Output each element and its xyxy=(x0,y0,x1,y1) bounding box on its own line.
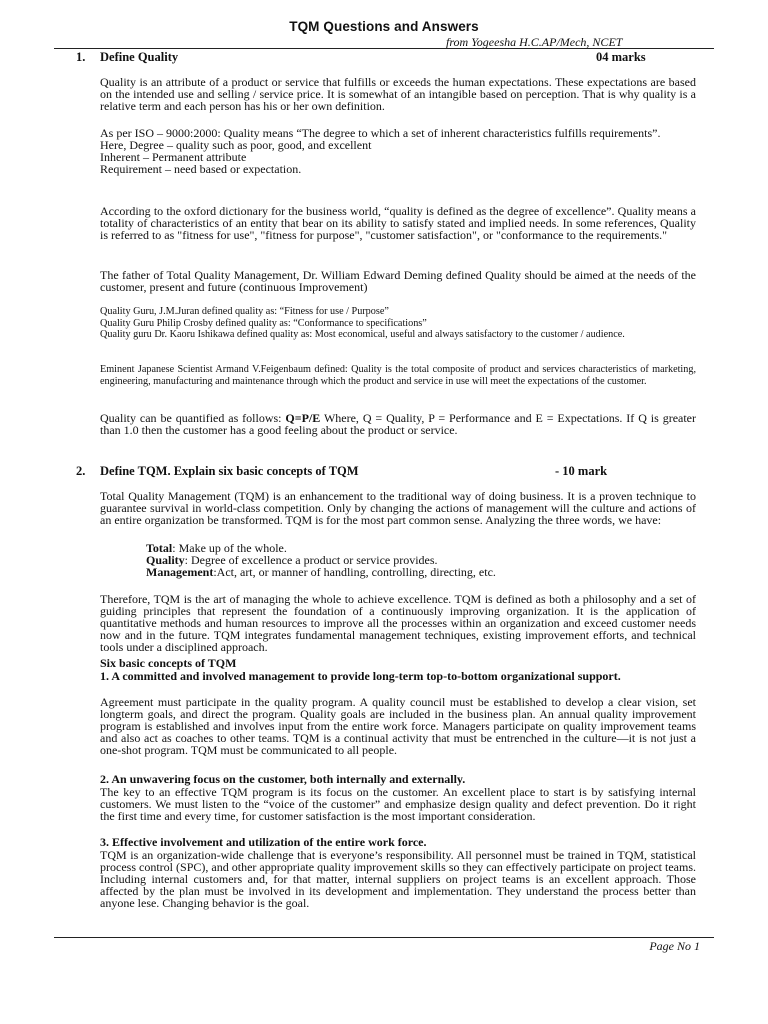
concept-3-heading: 3. Effective involvement and utilization of the entire work force. xyxy=(100,835,427,849)
question-2-marks: - 10 mark xyxy=(555,464,608,478)
total-meaning: : Make up of the whole. xyxy=(172,541,287,555)
tqm-intro-paragraph: Total Quality Management (TQM) is an enhancement to the traditional way of doing business. It is a proven technique to guarantee survival in world-class competition. Only by changing the actions of management will the culture and actions of an entire organization be transformed. TQM is for the most part common sense. Analyzing the three words, we have: xyxy=(100,489,696,527)
six-concepts-heading: Six basic concepts of TQM xyxy=(100,656,237,670)
management-definition xyxy=(146,566,686,578)
quality-formula: Q=P/E xyxy=(285,411,321,425)
tqm-definition-paragraph: Therefore, TQM is the art of managing the whole to achieve excellence. TQM is defined as both a philosophy and a set of guiding principles that represent the foundation of a continuously improving organization. It is the application of quantitative methods and human resources to improve all the processes within an organization and exceed customer needs now and in the future. TQM integrates fundamental management techniques, existing improvement efforts, and technical tools under a disciplined approach. xyxy=(100,592,696,654)
oxford-definition-paragraph: According to the oxford dictionary for the business world, “quality is defined as the degree of excellence”. Quality means a totality of characteristics of an entity that bear on its ability to satisfy stated and implied needs. In some references, Quality is referred to as "fitness for use", "fitness for purpose", "customer satisfaction", or "conformance to the requirements." xyxy=(100,204,696,242)
question-2-number: 2. xyxy=(76,464,86,478)
question-2-title: Define TQM. Explain six basic concepts of TQM xyxy=(100,464,359,478)
concept-1-heading: 1. A committed and involved management to provide long-term top-to-bottom organizational support. xyxy=(100,669,621,683)
tqm-terms-block xyxy=(146,542,686,578)
concept-3-text: TQM is an organization-wide challenge that is everyone’s responsibility. All personnel must be trained in TQM, statistical process control (SPC), and other appropriate quality improvement skills so they can effectively participate on project teams. Including internal customers and, for that matter, internal suppliers on project teams is an excellent approach. Those affected by the plan must be involved in its development and implementation. They understand the process better than anyone lese. Changing behavior is the goal. xyxy=(100,848,696,910)
juran-line: Quality Guru, J.M.Juran defined quality as: “Fitness for use / Purpose” xyxy=(100,306,389,317)
question-2-heading xyxy=(76,464,696,480)
iso-definition-line: As per ISO – 9000:2000: Quality means “The degree to which a set of inherent characteristics fulfills requirements”. xyxy=(100,126,661,140)
formula-explanation: Where, Q = Quality, P = Performance and E = Expectations. If Q is greater than 1.0 then the customer has a good feeling about the product or service. xyxy=(100,411,697,437)
formula-intro: Quality can be quantified as follows: xyxy=(100,411,286,425)
document-title: TQM Questions and Answers xyxy=(289,19,479,34)
question-1-number: 1. xyxy=(76,50,86,64)
quality-gurus-block xyxy=(100,306,696,341)
requirement-line: Requirement – need based or expectation. xyxy=(100,162,302,176)
concept-1-text: Agreement must participate in the quality program. A quality council must be established to develop a clear vision, set longterm goals, and direct the program. Quality goals are included in the business plan. An annual quality improvement program is established and involves input from the entire work force. Managers participate on quality improvement teams and also act as coaches to other teams. TQM is a continual activity that must be entrenched in the culture—it is not just a one-shot program. TQM must be communicated to all people. xyxy=(100,695,696,757)
question-1-heading xyxy=(76,50,696,66)
quality-meaning: : Degree of excellence a product or service provides. xyxy=(184,553,438,567)
quality-definition-paragraph: Quality is an attribute of a product or service that fulfills or exceeds the human expectations. These expectations are based on the intended use and selling / service price. It is somewhat of an intangible based on perception. That is why quality is a relative term and each person has his or her own definition. xyxy=(100,75,696,113)
concept-2-text: The key to an effective TQM program is its focus on the customer. An excellent place to start is by satisfying internal customers. We must listen to the “voice of the customer” and emphasize design quality and defect prevention. Do it right the first time and every time, for customer satisfaction is the most important consideration. xyxy=(100,785,696,823)
iso-definition-block xyxy=(100,127,696,175)
degree-line: Here, Degree – quality such as poor, good, and excellent xyxy=(100,138,372,152)
crosby-line: Quality Guru Philip Crosby defined quality as: “Conformance to specifications” xyxy=(100,317,427,329)
inherent-line: Inherent – Permanent attribute xyxy=(100,150,247,164)
feigenbaum-paragraph: Eminent Japanese Scientist Armand V.Feigenbaum defined: Quality is the total composite of product and services characteristics of marketing, engineering, manufacturing and maintenance through which the product and service in use will meet the expectations of the customer. xyxy=(100,364,696,387)
page-number: Page No 1 xyxy=(649,939,700,953)
concept-2-heading: 2. An unwavering focus on the customer, both internally and externally. xyxy=(100,772,466,786)
management-meaning: :Act, art, or manner of handling, controlling, directing, etc. xyxy=(213,565,496,579)
quality-term: Quality xyxy=(146,553,185,567)
ishikawa-line: Quality guru Dr. Kaoru Ishikawa defined quality as: Most economical, useful and always satisfactory to the customer / audience. xyxy=(100,329,625,340)
deming-paragraph: The father of Total Quality Management, Dr. William Edward Deming defined Quality should be aimed at the needs of the customer, present and future (continuous Improvement) xyxy=(100,268,696,294)
management-term: Management xyxy=(146,565,214,579)
question-1-marks: 04 marks xyxy=(596,50,646,64)
quality-formula-paragraph xyxy=(100,412,696,436)
total-term: Total xyxy=(146,541,173,555)
document-author: from Yogeesha H.C.AP/Mech, NCET xyxy=(446,35,623,49)
header-divider xyxy=(54,48,714,49)
footer-divider xyxy=(54,937,714,938)
question-1-title: Define Quality xyxy=(100,50,179,64)
